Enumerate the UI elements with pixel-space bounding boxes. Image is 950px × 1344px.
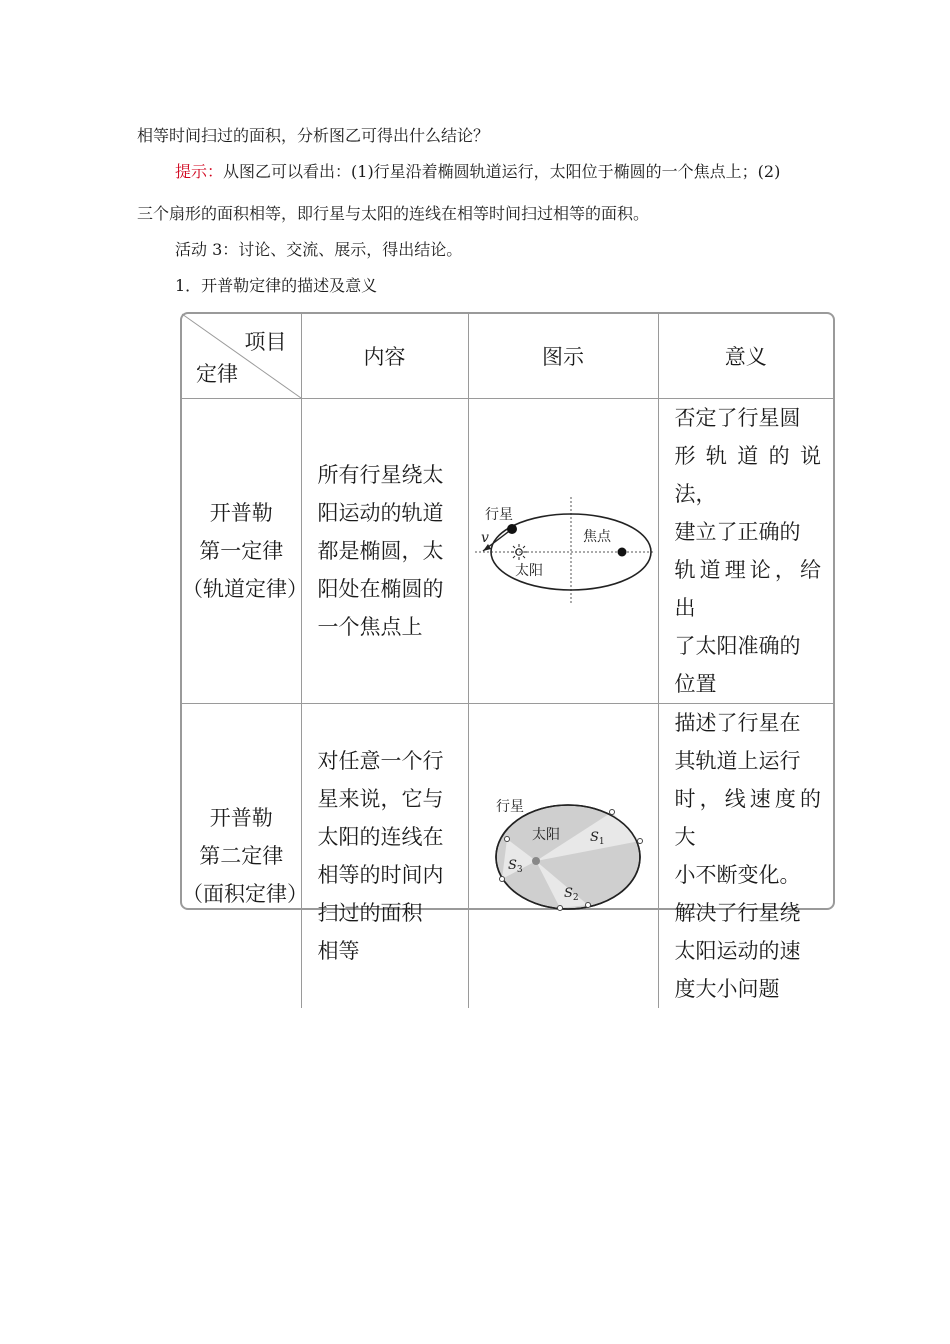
meaning-cell	[658, 703, 833, 1008]
law-name-cell	[182, 703, 308, 1008]
table-header-row	[182, 314, 833, 398]
content-line: 扫过的面积	[317, 900, 423, 925]
meaning-line: 太阳运动的速	[674, 938, 801, 963]
content-line: 阳运动的轨道	[317, 500, 444, 525]
content-line: 星来说，它与	[317, 786, 444, 811]
law-line: 开普勒	[209, 805, 273, 830]
meaning-line: 小不断变化。	[674, 862, 801, 887]
content-line: 阳处在椭圆的	[317, 576, 444, 601]
meaning-line: 其轨道上运行	[674, 748, 801, 773]
meaning-line: 位置	[674, 671, 717, 696]
paragraph-line-3: 三个扇形的面积相等，即行星与太阳的连线在相等时间扫过相等的面积。	[137, 204, 650, 223]
figure-cell-first-law	[468, 398, 658, 703]
content-line: 所有行星绕太	[317, 462, 444, 487]
paragraph-line-1: 相等时间扫过的面积，分析图乙可得出什么结论？	[137, 126, 490, 145]
s1-label: $S_1$	[590, 830, 605, 847]
planet-dot	[507, 524, 517, 534]
law-line: （面积定律）	[182, 881, 308, 906]
law-line: 第一定律	[199, 538, 284, 563]
focus-label: 焦点	[583, 528, 611, 545]
corner-bottom-label: 定律	[196, 361, 238, 386]
content-line: 太阳的连线在	[317, 824, 444, 849]
meaning-line: 形轨道的说法，	[674, 443, 821, 506]
paragraph-line-2	[175, 162, 780, 182]
content-line: 相等	[317, 938, 360, 963]
planet-label: 行星	[496, 799, 524, 815]
meaning-line: 解决了行星绕	[674, 900, 801, 925]
header-meaning: 意义	[658, 314, 833, 398]
paragraph-line-4: 活动 3：讨论、交流、展示，得出结论。	[175, 240, 463, 259]
s3-label: $S_3$	[508, 858, 523, 875]
meaning-line: 否定了行星圆	[674, 405, 801, 430]
s2-label: $S_2$	[564, 886, 579, 903]
content-cell	[301, 398, 468, 703]
elliptical-orbit-diagram	[469, 489, 657, 609]
law-line: 开普勒	[209, 500, 273, 525]
content-line: 对任意一个行	[317, 748, 444, 773]
table-row	[182, 398, 833, 703]
law-line: （轨道定律）	[182, 576, 308, 601]
meaning-line: 建立了正确的	[674, 519, 801, 544]
corner-header-cell	[182, 314, 301, 398]
meaning-line: 描述了行星在	[674, 710, 801, 735]
header-content: 内容	[301, 314, 468, 398]
content-line: 相等的时间内	[317, 862, 444, 887]
meaning-line: 度大小问题	[674, 976, 780, 1001]
kepler-laws-table	[180, 312, 835, 1001]
figure-cell-second-law	[468, 703, 658, 1008]
corner-top-label: 项目	[244, 330, 287, 354]
header-figure: 图示	[468, 314, 658, 398]
equal-area-diagram	[478, 791, 648, 916]
content-line: 一个焦点上	[317, 614, 423, 639]
table-row	[182, 703, 833, 1008]
meaning-line: 时，线速度的大	[674, 786, 821, 849]
meaning-line: 了太阳准确的	[674, 633, 801, 658]
sun-label: 太阳	[532, 827, 560, 843]
focus-dot	[618, 547, 627, 556]
meaning-cell	[658, 398, 833, 703]
law-name-cell	[182, 398, 308, 703]
planet-label: 行星	[485, 506, 513, 523]
paragraph-line-5: 1．开普勒定律的描述及意义	[175, 276, 378, 295]
meaning-line: 轨道理论，给出	[674, 557, 821, 620]
hint-label: 提示：	[175, 162, 224, 181]
sun-label: 太阳	[515, 562, 543, 579]
content-line: 都是椭圆，太	[317, 538, 444, 563]
content-cell	[301, 703, 468, 1008]
sun-dot	[532, 857, 540, 865]
hint-text: 从图乙可以看出：(1)行星沿着椭圆轨道运行，太阳位于椭圆的一个焦点上；(2)	[223, 162, 781, 181]
velocity-label: v	[481, 529, 489, 546]
law-line: 第二定律	[199, 843, 284, 868]
